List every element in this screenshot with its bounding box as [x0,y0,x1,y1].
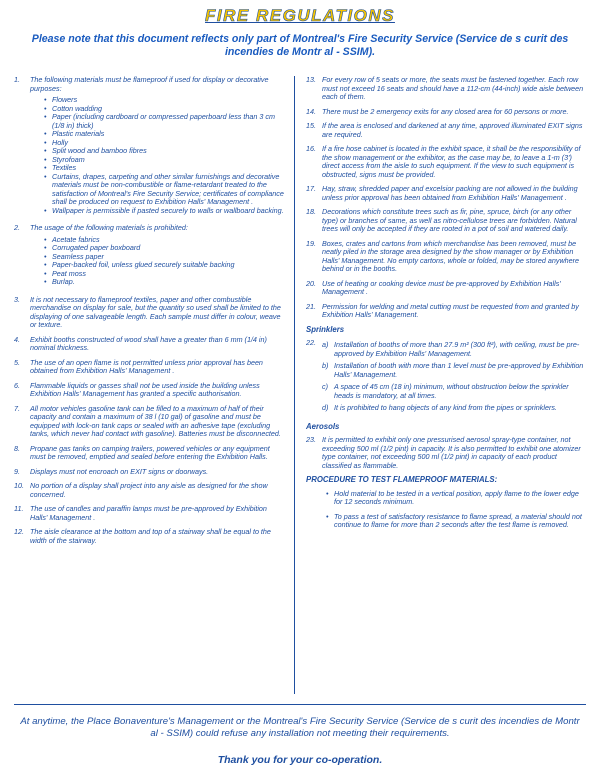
item-text: Decorations which constitute trees such as fir, pine, spruce, birch (or any other type) or branches of same, as well as nitro-cellulose trees are forbidden. Natural trees will only be accepted if they are rooted in a pot of soil and watered daily. [322,207,577,233]
item-body [30,296,286,330]
item-body [322,145,586,179]
item-text: Permission for welding and metal cutting must be requested from and granted by Exhibition Halls' Management. [322,301,579,319]
left-column [14,76,286,551]
item-body [30,359,286,376]
item-number: 23. [306,435,316,444]
bullet-item: • Curtains, drapes, carpeting and other similar furnishings and decorative materials must be non-combustible or flame-retardant treated to the satisfaction of Montreal's Fire Security Service; certificates of compliance shall be produced on request to Exhibition Halls' Management . [44,173,286,207]
list-item [306,122,586,139]
item-text: The aisle clearance at the bottom and top of a stairway shall be equal to the width of the stairway. [30,527,271,545]
procedure-list [326,490,586,530]
bullet-item: • Textiles [44,164,286,173]
subitem-text: Installation of booths of more than 27.9 m² (300 ft²), with ceiling, must be pre-approved by Exhibition Halls' Management. [334,340,580,358]
item-body [30,528,286,545]
item-text: The following materials must be flameproof if used for display or decorative purposes: [30,75,269,93]
item-number: 13. [306,75,316,84]
subitem-text: Installation of booth with more than 1 level must be pre-approved by Exhibition Halls' Management. [334,361,584,379]
procedure-bullet: • To pass a test of satisfactory resistance to flame spread, a material should not continue to flame for more than 2 seconds after the test flame is removed. [326,513,586,530]
item-number: 20. [306,278,316,288]
bullet-item: • Wallpaper is permissible if pasted securely to walls or wallboard backing. [44,207,286,216]
list-item [306,145,586,179]
page-title: FIRE REGULATIONS [205,6,395,25]
bullet-item: • Holly [44,139,286,148]
subitem-label: a) [322,340,329,349]
item-body [30,405,286,439]
item-text: Boxes, crates and cartons from which merchandise has been removed, must be neatly piled in the storage area designed by the show manager or by Exhibition Halls' Management. No empty cartons, whole or folded, may be stored anywhere behind or in the booths. [322,238,580,273]
bullet-item: • Seamless paper [44,253,286,262]
item-text: It is not necessary to flameproof textiles, paper and other combustible merchandise on display for sale, but the quantity so used shall be limited to the displaying of one salvageable length. Each sample must differ in colour, weave or texture. [30,294,281,329]
bullet-item: • Cotton wadding [44,105,286,114]
item-text: There must be 2 emergency exits for any closed area for 60 persons or more. [322,106,569,116]
item-number: 11. [14,504,24,513]
item-number: 21. [306,301,316,311]
column-divider [294,76,295,694]
subitem-label: b) [322,361,329,370]
list-item [14,382,286,399]
item-number: 4. [14,334,20,344]
bullet-list [44,236,286,287]
item-number: 9. [14,466,20,476]
item-number: 12. [14,527,24,536]
item-text: Flammable liquids or gasses shall not be used inside the building unless Exhibition Halls' Management has granted a specific authorisation. [30,380,260,398]
item-body [30,336,286,353]
bullet-item: • Flowers [44,96,286,105]
item-text: If the area is enclosed and darkened at any time, approved illuminated EXIT signs are required. [322,121,583,139]
item-body [30,224,286,290]
item-number: 1. [14,75,20,84]
item-body [322,76,586,102]
list-item [14,76,286,218]
list-item [14,336,286,353]
aerosols-heading: Aerosols [306,421,340,431]
sprinkler-subitem [322,362,586,379]
item-text: No portion of a display shall project into any aisle as designed for the show concerned. [30,481,268,499]
list-item [14,296,286,330]
right-column [306,76,586,536]
list-item [14,468,286,477]
list-item [306,76,586,102]
sprinkler-subitem [322,341,586,358]
bullet-item: • Burlap. [44,278,286,287]
footer-divider [14,704,586,705]
item-text: All motor vehicles gasoline tank can be filled to a maximum of half of their capacity and contain a maximum of 38 l (10 gal) of gasoline and must be equipped with lock-on tank caps or sealed with an adhesive tape (excluding tanks, which never had contact with gasoline). Batteries must be disconnected. [30,403,281,438]
item-number: 6. [14,380,20,390]
sprinklers-heading: Sprinklers [306,324,345,334]
item-body [322,240,586,274]
item-text: If a fire hose cabinet is located in the exhibit space, it shall be the responsibility of the show management or the exhibitor, as the case may be, to leave a 1-m (3') direct access from the aisle to such equipment. If the view to such equipment is obstructed, signs must be provided. [322,144,581,179]
item-body [322,280,586,297]
subitem-label: c) [322,382,328,391]
bullet-item: • Corrugated paper boxboard [44,244,286,253]
bullet-item: • Peat moss [44,270,286,279]
list-item [14,528,286,545]
item-text: Propane gas tanks on camping trailers, powered vehicles or any equipment must be removed, emptied and sealed before entering the Exhibition Halls. [30,443,270,461]
list-item [14,359,286,376]
item-text: The use of an open flame is not permitted unless prior approval has been obtained from Exhibition Halls' Management . [30,357,263,375]
item-number: 22. [306,338,316,347]
item-number: 17. [306,184,316,193]
list-item [306,339,586,417]
list-item [306,303,586,320]
item-body [30,382,286,399]
item-number: 14. [306,106,316,116]
subitem-text: A space of 45 cm (18 in) minimum, without obstruction below the sprinkler heads is mandatory, at all times. [334,382,569,400]
bullet-item: • Acetate fabrics [44,236,286,245]
bullet-item: • Paper (including cardboard or compressed paperboard less than 3 cm (1/8 in) thick) [44,113,286,130]
item-text: It is permitted to exhibit only one pressurised aerosol spray-type container, not exceeding 500 ml (1/2 pint) in capacity. It is also permitted to exhibit one atomizer type container, not exceeding 500 ml (1/2 pint) in capacity of each product classified as flammable. [322,435,581,470]
list-item [14,224,286,290]
list-item [306,108,586,117]
item-body [322,208,586,234]
item-number: 10. [14,481,24,490]
bullet-item: • Split wood and bamboo fibres [44,147,286,156]
item-text: The use of candles and paraffin lamps must be pre-approved by Exhibition Halls' Management . [30,504,267,522]
item-text: The usage of the following materials is prohibited: [30,223,188,232]
item-text: Exhibit booths constructed of wood shall have a greater than 6 mm (1/4 in) nominal thickness. [30,334,267,352]
item-body [322,185,586,202]
list-item [306,208,586,234]
bullet-list [44,96,286,215]
procedure-bullet: • Hold material to be tested in a vertical position, apply flame to the lower edge for 12 seconds minimum. [326,490,586,507]
list-item [14,482,286,499]
item-text: For every row of 5 seats or more, the seats must be fastened together. Each row must not exceed 16 seats and should have a 112-cm (44-inch) wide aisle between each of them. [322,75,584,101]
item-number: 2. [14,223,20,232]
thanks-note: Thank you for your co-operation. [217,754,383,766]
list-item [14,445,286,462]
item-body [322,122,586,139]
list-item [306,240,586,274]
item-body [30,505,286,522]
item-body [30,76,286,218]
item-number: 5. [14,357,20,367]
bullet-item: • Paper-backed foil, unless glued securely suitable backing [44,261,286,270]
item-number: 19. [306,238,316,248]
sprinkler-subitems [322,339,586,417]
subitem-text: It is prohibited to hang objects of any kind from the pipes or sprinklers. [334,403,557,412]
bullet-item: • Plastic materials [44,130,286,139]
procedure-heading: PROCEDURE TO TEST FLAMEPROOF MATERIALS: [306,475,498,484]
bullet-item: • Styrofoam [44,156,286,165]
list-item [306,185,586,202]
item-body [30,482,286,499]
list-item [306,436,586,470]
item-text: Use of heating or cooking device must be pre-approved by Exhibition Halls' Management . [322,278,561,296]
sprinkler-subitem [322,404,586,413]
item-number: 7. [14,403,20,413]
item-number: 16. [306,144,316,153]
list-item [306,280,586,297]
list-item [14,405,286,439]
item-body [322,303,586,320]
sprinkler-subitem [322,383,586,400]
item-text: Displays must not encroach on EXIT signs or doorways. [30,466,209,476]
list-item [14,505,286,522]
item-body [30,445,286,462]
item-number: 8. [14,443,20,453]
item-number: 15. [306,121,316,130]
item-number: 3. [14,294,20,304]
page-subtitle: Please note that this document reflects only part of Montreal's Fire Security Service (Service de s curit des incendies de Montr al - SSIM). [31,33,569,58]
item-body [322,108,586,117]
item-body [30,468,286,477]
item-text: Hay, straw, shredded paper and excelsior packing are not allowed in the building unless prior approval has been obtained from Exhibition Halls' Management . [322,184,578,202]
footer-note: At anytime, the Place Bonaventure's Management or the Montreal's Fire Security Service (Service de s curit des incendies de Montr al - SSIM) could refuse any installation not meeting their requirements. [20,716,580,739]
subitem-label: d) [322,403,329,412]
item-number: 18. [306,207,316,216]
